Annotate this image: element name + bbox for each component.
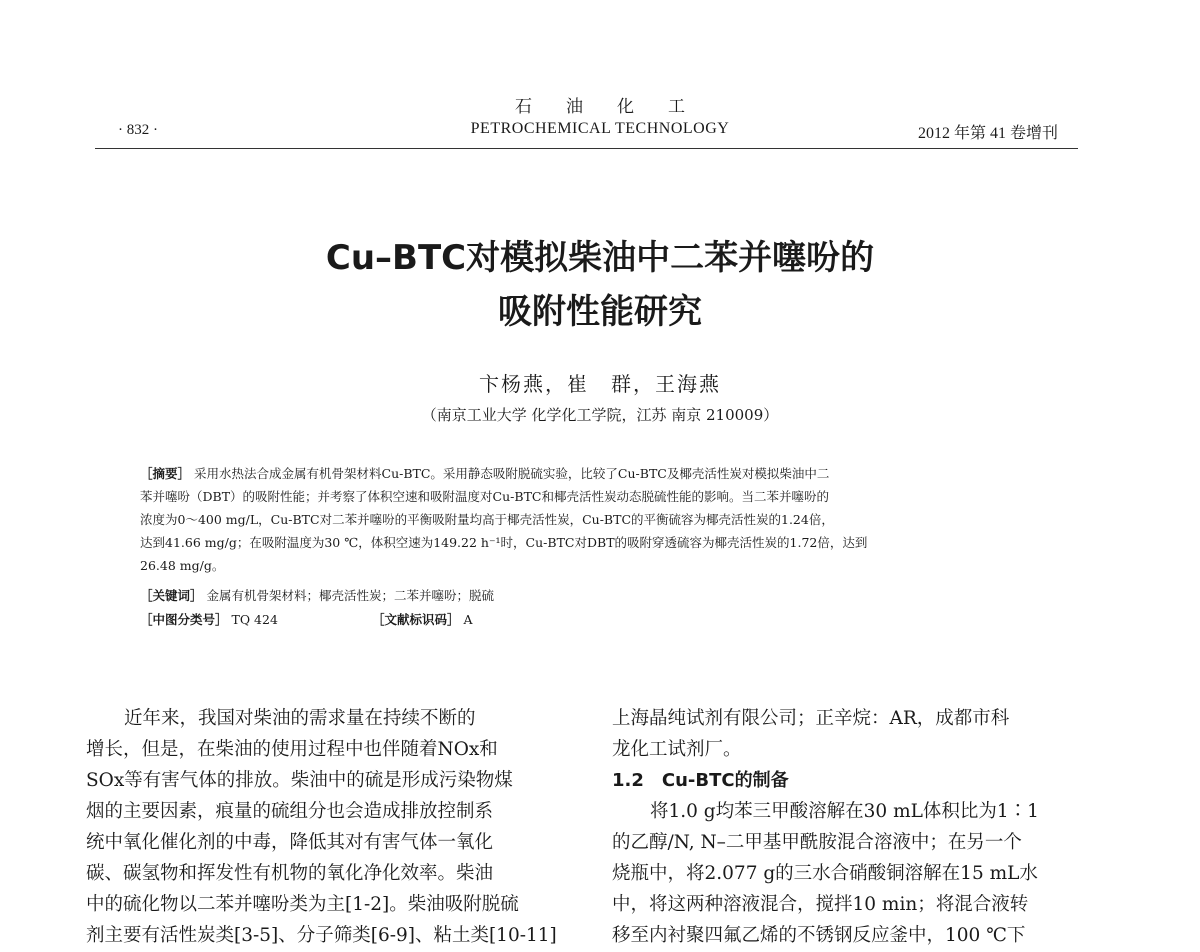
- author-list: 卞杨燕，崔 群，王海燕: [479, 372, 721, 396]
- body-line: 移至内衬聚四氟乙烯的不锈钢反应釜中，100 ℃下: [612, 925, 1026, 946]
- body-line: 将1.0 g均苯三甲酸溶解在30 mL体积比为1∶1: [650, 801, 1039, 822]
- body-line: 中，将这两种溶液混合，搅拌10 min；将混合液转: [612, 894, 1029, 915]
- journal-title-cn: 石油化工: [515, 97, 719, 117]
- body-line: 统中氧化催化剂的中毒，降低其对有害气体一氧化: [86, 832, 494, 853]
- body-line: 近年来，我国对柴油的需求量在持续不断的: [124, 708, 476, 729]
- paper-title-line-1: Cu–BTC对模拟柴油中二苯并噻吩的: [325, 238, 875, 278]
- paper-title-line-2: 吸附性能研究: [498, 292, 702, 332]
- keywords: [140, 584, 1045, 607]
- body-line: 中的硫化物以二苯并噻吩类为主[1-2]。柴油吸附脱硫: [86, 894, 519, 915]
- abstract-line: 苯并噻吩（DBT）的吸附性能；并考察了体积空速和吸附温度对Cu-BTC和椰壳活性炭动态脱硫性能的影响。当二苯并噻吩的: [140, 489, 829, 504]
- document-code: [372, 608, 473, 631]
- keywords-label: ［关键词］: [140, 588, 203, 603]
- issue-label: 2012 年第 41 卷增刊: [917, 125, 1058, 142]
- classification-value: TQ 424: [231, 612, 278, 627]
- document-code-value: A: [463, 612, 473, 627]
- document-code-label: ［文献标识码］: [372, 612, 460, 627]
- body-line: 烧瓶中，将2.077 g的三水合硝酸铜溶解在15 mL水: [612, 863, 1038, 884]
- body-column-left: [86, 703, 572, 951]
- affiliation: （南京工业大学 化学化工学院，江苏 南京 210009）: [421, 406, 779, 424]
- classification-label: ［中图分类号］: [140, 612, 228, 627]
- page-number: · 832 ·: [118, 122, 158, 138]
- keywords-text: 金属有机骨架材料；椰壳活性炭；二苯并噻吩；脱硫: [206, 588, 495, 603]
- body-line: 上海晶纯试剂有限公司；正辛烷：AR，成都市科: [612, 708, 1010, 729]
- classification-number: [140, 608, 1045, 631]
- header-rule: [95, 148, 1078, 149]
- section-heading: 1.2 Cu-BTC的制备: [612, 770, 789, 791]
- journal-title-en: PETROCHEMICAL TECHNOLOGY: [470, 120, 730, 137]
- body-line: 碳、碳氢物和挥发性有机物的氧化净化效率。柴油: [86, 863, 494, 884]
- body-line: SOx等有害气体的排放。柴油中的硫是形成污染物煤: [86, 770, 513, 791]
- body-line: 烟的主要因素，痕量的硫组分也会造成排放控制系: [86, 801, 494, 822]
- body-line: 增长，但是，在柴油的使用过程中也伴随着NOx和: [86, 739, 498, 760]
- abstract-line: 26.48 mg/g。: [140, 558, 225, 573]
- abstract-text: 采用水热法合成金属有机骨架材料Cu-BTC。采用静态吸附脱硫实验，比较了Cu-BTC及椰壳活性炭对模拟柴油中二: [194, 466, 830, 481]
- abstract-line: 浓度为0～400 mg/L，Cu-BTC对二苯并噻吩的平衡吸附量均高于椰壳活性炭，Cu-BTC的平衡硫容为椰壳活性炭的1.24倍，: [140, 512, 834, 527]
- body-column-right: [612, 703, 1098, 951]
- abstract-line: 达到41.66 mg/g；在吸附温度为30 ℃，体积空速为149.22 h⁻¹时，Cu-BTC对DBT的吸附穿透硫容为椰壳活性炭的1.72倍，达到: [140, 535, 868, 550]
- abstract-line: [140, 462, 1045, 485]
- abstract-label: ［摘要］: [140, 466, 191, 481]
- body-line: 剂主要有活性炭类[3-5]、分子筛类[6-9]、粘土类[10-11]: [86, 925, 557, 946]
- body-line: 龙化工试剂厂。: [612, 739, 742, 760]
- body-line: 的乙醇/N, N–二甲基甲酰胺混合溶液中；在另一个: [612, 832, 1022, 853]
